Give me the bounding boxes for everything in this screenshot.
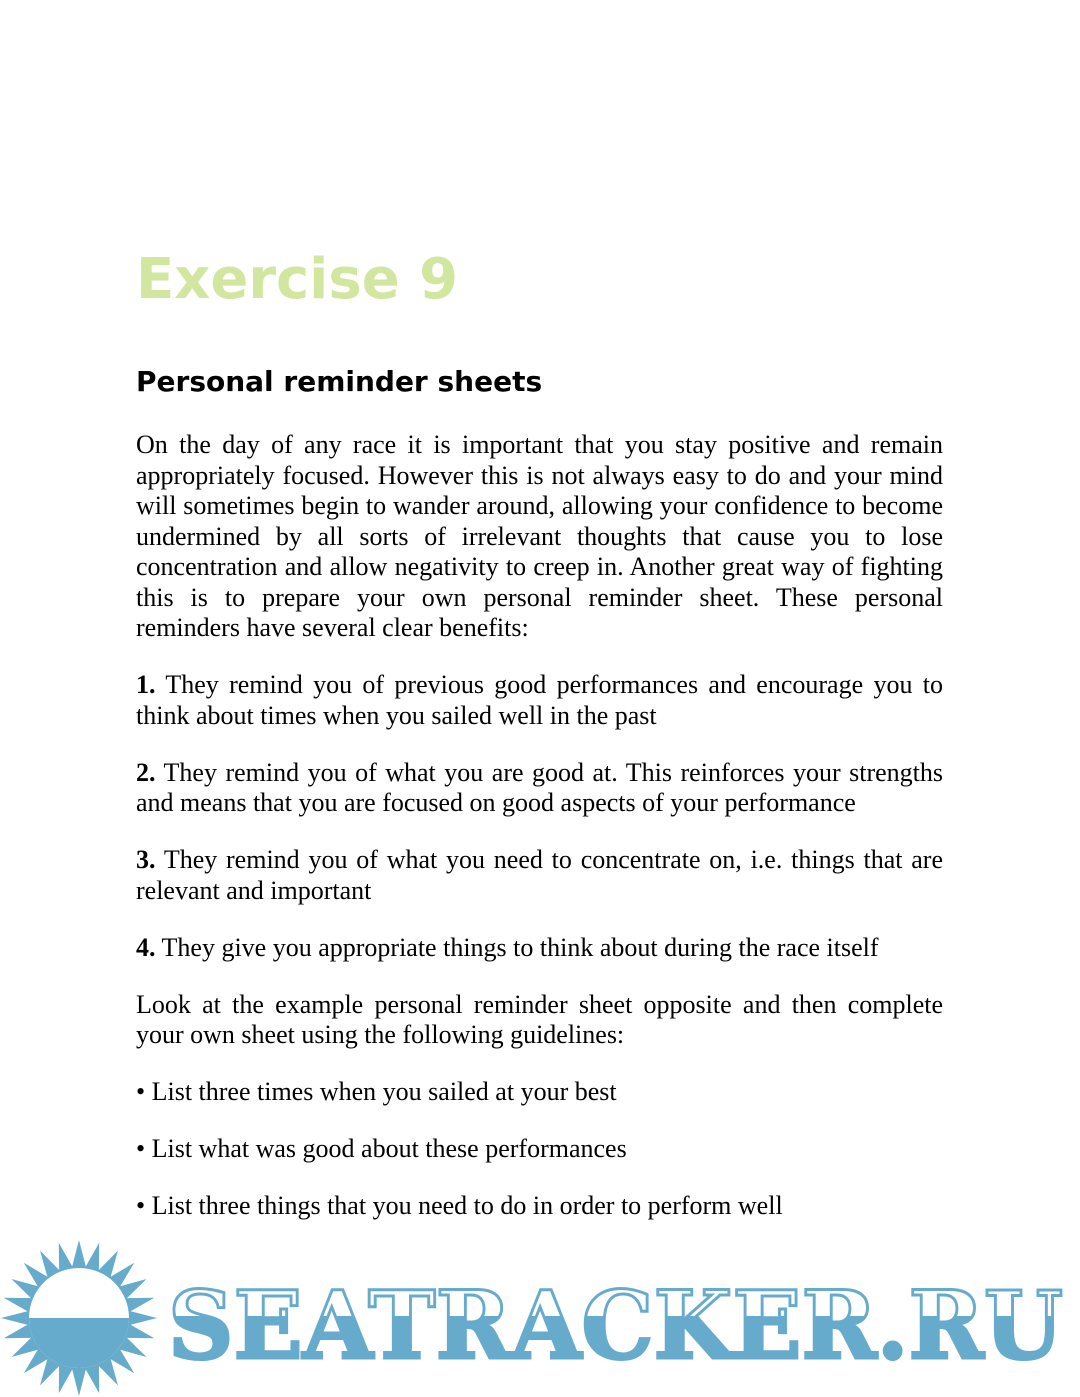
benefit-text: They give you appropriate things to think about during the race itself (155, 932, 879, 962)
benefit-text: They remind you of what you need to concentrate on, i.e. things that are relevant and important (136, 845, 943, 905)
benefit-item (136, 670, 943, 731)
benefit-text: They remind you of previous good performances and encourage you to think about times when you sailed well in the past (136, 670, 943, 730)
guideline-item: • List three things that you need to do in order to perform well (136, 1191, 783, 1220)
benefit-number: 1. (136, 670, 156, 699)
benefit-number: 2. (136, 757, 156, 787)
guideline-item: • List three times when you sailed at your best (136, 1077, 617, 1106)
watermark-logo (0, 1236, 1080, 1397)
watermark-text: SEATRACKER.RU (168, 1271, 1063, 1381)
guideline-item: • List what was good about these performances (136, 1134, 627, 1163)
section-heading: Personal reminder sheets (136, 365, 543, 398)
body-text (136, 430, 943, 1248)
benefit-item (136, 845, 943, 906)
benefit-number: 3. (136, 845, 156, 874)
benefit-number: 4. (136, 932, 156, 962)
intro-paragraph: On the day of any race it is important that you stay positive and remain appropriately focused. However this is not always easy to do and your mind will sometimes begin to wander around, allowing your confidence to become undermined by all sorts of irrelevant thoughts that cause you to lose concentration and allow negativity to creep in. Another great way of fighting this is to prepare your own personal reminder sheet. These personal reminders have several clear benefits: (136, 430, 943, 642)
benefit-text: They remind you of what you are good at. This reinforces your strengths and means that you are focused on good aspects of your performance (136, 757, 943, 817)
benefit-item (136, 933, 943, 964)
page-title: Exercise 9 (136, 247, 459, 312)
instructions-paragraph: Look at the example personal reminder sheet opposite and then complete your own sheet using the following guidelines: (136, 989, 943, 1049)
benefit-item (136, 758, 943, 819)
sun-icon (1, 1240, 157, 1396)
